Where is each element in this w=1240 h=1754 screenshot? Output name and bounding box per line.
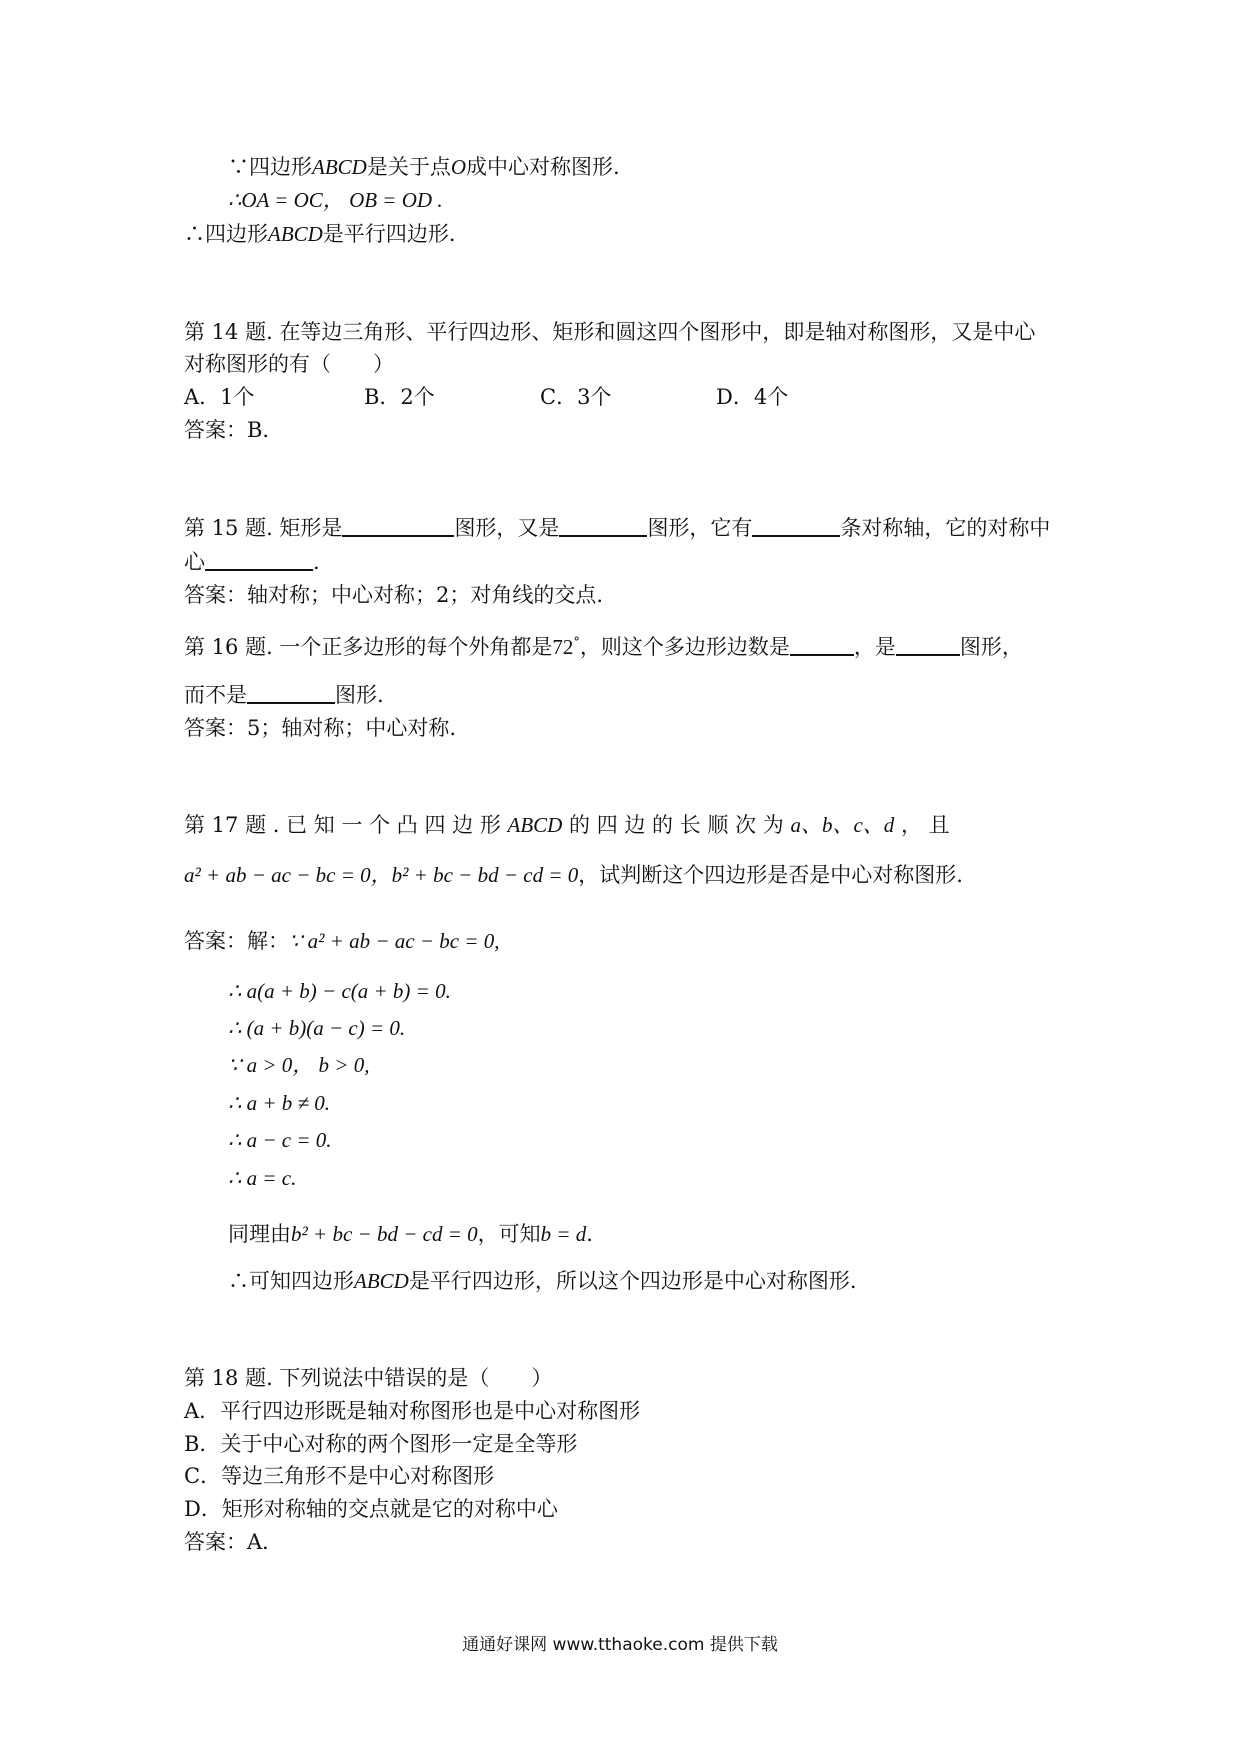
text: 图形，它有 <box>647 516 753 540</box>
text: 第 15 题. 矩形是 <box>184 516 343 540</box>
degree-sign: ° <box>573 635 580 650</box>
equation: a² + ab − ac − bc = 0， <box>184 863 392 887</box>
equation: b² + bc − bd − cd = 0 <box>291 1222 478 1246</box>
text: 第 17 题 . 已 知 一 个 凸 四 边 形 <box>184 813 501 837</box>
text: 心 <box>184 550 205 574</box>
q14-stem-line-1: 第 14 题. 在等边三角形、平行四边形、矩形和圆这四个图形中，即是轴对称图形，又是中心 <box>184 320 1036 344</box>
q15-stem-line-1 <box>184 515 1050 541</box>
text: 是关于点 <box>366 155 451 179</box>
proof-line-1 <box>228 154 620 180</box>
blank <box>752 515 840 537</box>
q14-option-d: D．4个 <box>716 385 789 409</box>
text: 条对称轴，它的对称中 <box>840 516 1051 540</box>
q17-answer-line <box>184 928 499 954</box>
math-abcd: ABCD <box>507 813 563 837</box>
q14-stem-line-2: 对称图形的有（ ） <box>184 352 394 376</box>
text: ∴四边形 <box>184 222 268 246</box>
text: 是平行四边形. <box>322 222 456 246</box>
q14-option-b: B．2个 <box>364 385 435 409</box>
math-sides: a、b、c、d <box>790 813 895 837</box>
text: 同理由 <box>228 1222 291 1246</box>
math-abcd: ABCD <box>312 155 367 179</box>
q14-option-a: A．1个 <box>184 385 255 409</box>
q18-answer: 答案：A． <box>184 1530 284 1554</box>
q16-answer: 答案：5；轴对称；中心对称. <box>184 716 457 740</box>
footer-source: 通通好课网 www.tthaoke.com 提供下载 <box>462 1635 778 1655</box>
q14-answer: 答案：B． <box>184 418 284 442</box>
q17-conclusion <box>228 1268 857 1294</box>
q14-option-c: C．3个 <box>540 385 612 409</box>
equation: b = d <box>540 1222 587 1246</box>
q17-step-1: ∴ a(a + b) − c(a + b) = 0. <box>228 979 451 1003</box>
q17-step-5: ∴ a − c = 0. <box>228 1128 332 1152</box>
q18-option-d: D．矩形对称轴的交点就是它的对称中心 <box>184 1497 558 1521</box>
text: 答案：解： <box>184 929 289 953</box>
angle-value: 72 <box>552 635 574 659</box>
proof-line-2: ∴OA = OC， OB = OD . <box>228 188 443 212</box>
q16-stem-line-1 <box>184 634 1023 660</box>
equation: b² + bc − bd − cd = 0 <box>391 863 579 887</box>
text: . <box>313 550 320 574</box>
math-abcd: ABCD <box>354 1269 409 1293</box>
text: ∴可知四边形 <box>228 1269 354 1293</box>
q17-stem-line-2 <box>184 862 963 888</box>
proof-line-3 <box>184 221 456 247</box>
text: ∵四边形 <box>228 155 312 179</box>
blank <box>342 515 454 537</box>
text: 成中心对称图形. <box>466 155 620 179</box>
q15-answer: 答案：轴对称；中心对称；2；对角线的交点. <box>184 583 604 607</box>
text: ，可知 <box>477 1222 541 1246</box>
text: 图形. <box>335 683 384 707</box>
q17-step-3: ∵ a > 0， b > 0, <box>228 1053 370 1077</box>
blank <box>790 634 854 656</box>
text: ，是 <box>853 635 896 659</box>
text: 第 16 题. 一个正多边形的每个外角都是 <box>184 635 553 659</box>
q16-stem-line-2 <box>184 682 384 708</box>
equation: ∵ a² + ab − ac − bc = 0, <box>289 929 500 953</box>
math-o: O <box>450 155 466 179</box>
blank <box>896 634 960 656</box>
text: 图形， <box>959 635 1023 659</box>
text: ， 且 <box>900 813 950 837</box>
text: . <box>586 1222 593 1246</box>
blank <box>559 515 647 537</box>
q18-option-c: C．等边三角形不是中心对称图形 <box>184 1464 495 1488</box>
blank <box>247 682 335 704</box>
text: 的 四 边 的 长 顺 次 为 <box>569 813 784 837</box>
q18-stem: 第 18 题. 下列说法中错误的是（ ） <box>184 1366 553 1390</box>
q15-stem-line-2 <box>184 549 320 575</box>
text: ，试判断这个四边形是否是中心对称图形. <box>578 863 963 887</box>
q17-step-6: ∴ a = c. <box>228 1166 297 1190</box>
q18-option-a: A．平行四边形既是轴对称图形也是中心对称图形 <box>184 1399 641 1423</box>
text: 而不是 <box>184 683 247 707</box>
q18-option-b: B．关于中心对称的两个图形一定是全等形 <box>184 1432 578 1456</box>
q17-step-4: ∴ a + b ≠ 0. <box>228 1091 331 1115</box>
text: 图形，又是 <box>454 516 560 540</box>
math-abcd: ABCD <box>268 222 323 246</box>
blank <box>205 549 313 571</box>
text: ，则这个多边形边数是 <box>579 635 790 659</box>
q17-similarly <box>228 1221 593 1247</box>
q17-step-2: ∴ (a + b)(a − c) = 0. <box>228 1016 406 1040</box>
text: 是平行四边形，所以这个四边形是中心对称图形. <box>408 1269 857 1293</box>
q17-stem-line-1 <box>184 812 1064 838</box>
